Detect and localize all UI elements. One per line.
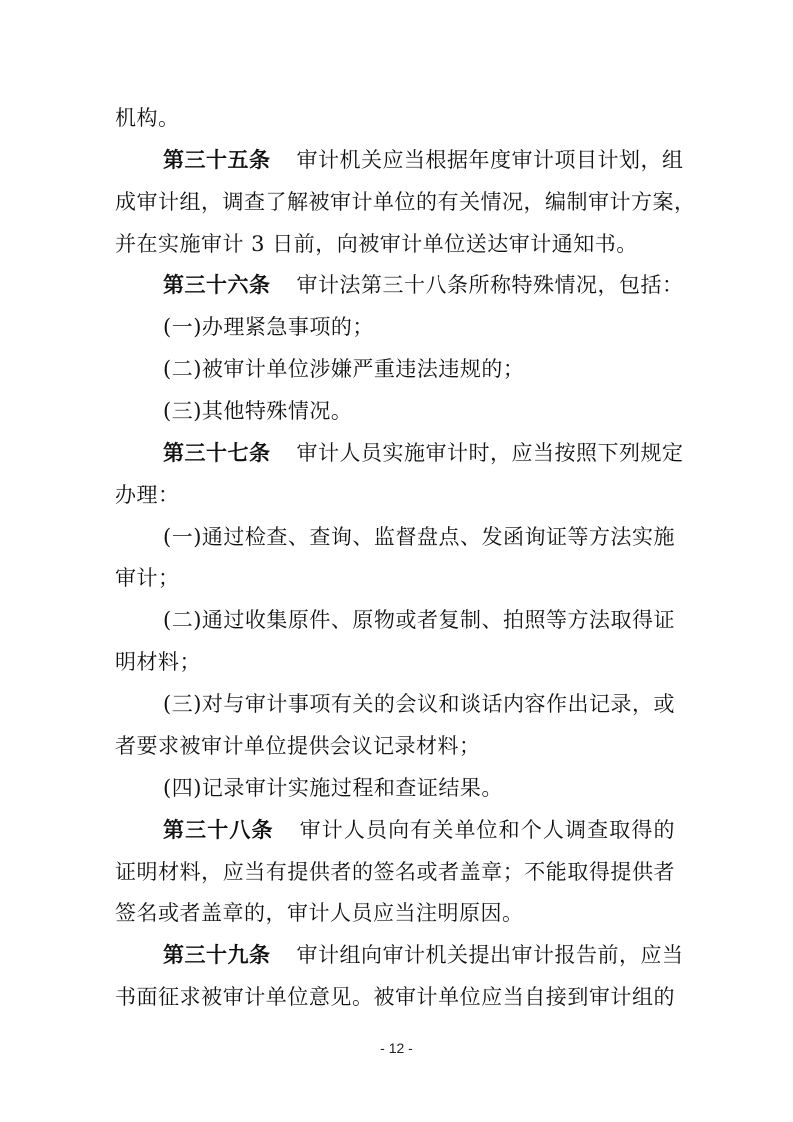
list-item: (二)被审计单位涉嫌严重违法违规的；: [163, 357, 525, 381]
list-item: (一)办理紧急事项的；: [163, 315, 374, 339]
article-37-line: 第三十七条 审计人员实施审计时，应当按照下列规定: [163, 441, 684, 465]
text-line: 者要求被审计单位提供会议记录材料；: [115, 734, 481, 758]
article-38-line: 第三十八条 审计人员向有关单位和个人调查取得的: [163, 818, 676, 842]
text-line: 成审计组，调查了解被审计单位的有关情况，编制审计方案，: [115, 190, 696, 214]
article-number: 第三十七条: [163, 441, 271, 465]
text-line: 机构。: [115, 106, 180, 130]
list-item: (三)其他特殊情况。: [163, 399, 353, 423]
list-item: (三)对与审计事项有关的会议和谈话内容作出记录，或: [163, 692, 675, 716]
article-35-line: 第三十五条 审计机关应当根据年度审计项目计划，组: [163, 148, 684, 172]
article-36-line: 第三十六条 审计法第三十八条所称特殊情况，包括：: [163, 273, 684, 297]
article-number: 第三十九条: [163, 943, 271, 967]
list-item: (一)通过检查、查询、监督盘点、发函询证等方法实施: [163, 525, 675, 549]
text-line: 明材料；: [115, 650, 201, 674]
list-item: (二)通过收集原件、原物或者复制、拍照等方法取得证: [163, 608, 675, 632]
article-number: 第三十八条: [163, 818, 274, 842]
article-number: 第三十六条: [163, 273, 271, 297]
text-line: 书面征求被审计单位意见。被审计单位应当自接到审计组的: [115, 985, 675, 1009]
text-line: 审计；: [115, 566, 180, 590]
page-number: - 12 -: [380, 1040, 413, 1056]
text-line: 并在实施审计 3 日前，向被审计单位送达审计通知书。: [115, 232, 638, 256]
list-item: (四)记录审计实施过程和查证结果。: [163, 776, 503, 800]
text-line: 办理：: [115, 483, 180, 507]
text-line: 证明材料，应当有提供者的签名或者盖章；不能取得提供者: [115, 860, 675, 884]
article-39-line: 第三十九条 审计组向审计机关提出审计报告前，应当: [163, 943, 684, 967]
article-number: 第三十五条: [163, 148, 271, 172]
text-line: 签名或者盖章的，审计人员应当注明原因。: [115, 901, 524, 925]
